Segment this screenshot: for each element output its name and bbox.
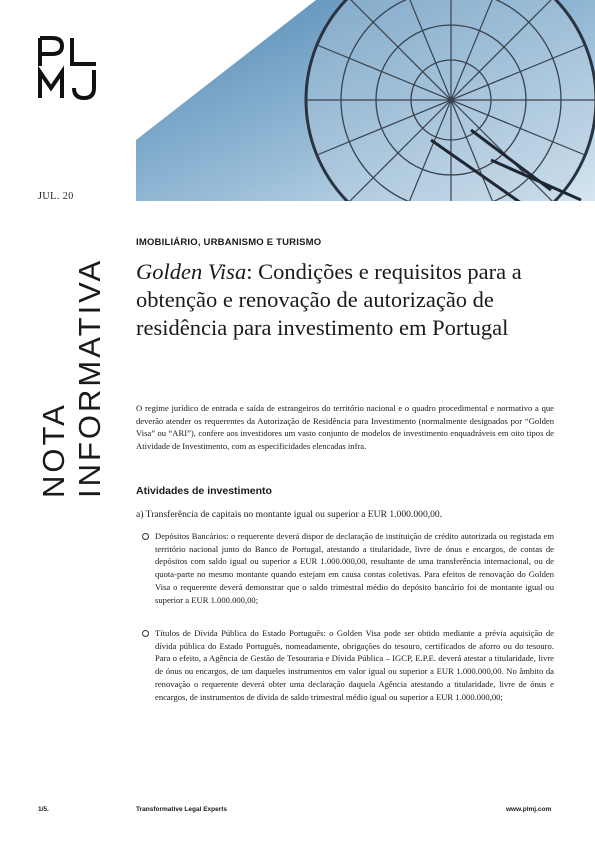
hero-image [136, 0, 595, 201]
footer-tagline: Transformative Legal Experts [136, 806, 228, 813]
item-lead: Títulos de Dívida Pública do Estado Português [155, 628, 324, 638]
subheading: a) Transferência de capitais no montante igual ou superior a EUR 1.000.000,00. [136, 509, 443, 520]
vertical-title [36, 218, 108, 498]
list-item [142, 627, 554, 703]
vertical-title-line1: NOTA [36, 402, 71, 498]
vertical-title-line2: INFORMATIVA [72, 257, 107, 498]
list-item [142, 530, 554, 606]
section-heading: Atividades de investimento [136, 485, 272, 497]
item-text: : o Golden Visa pode ser obtido mediante a prévia aquisição de dívida pública do Estado Português, nomeadamente, obrigações do tesouro, certificados de aforro ou do tesouro. Para o efeito, a Agência de Gestão de Tesouraria e Dívida Pública – IGCP, E.P.E. deverá atestar a titularidade, livre de ónus ou encargos, de um daqueles instrumentos em valor igual ou superior a EUR 1.000.000,00. No âmbito da renovação o requerente deverá obter uma declaração daquela Agência atestando a titularidade, livre de ónus e encargos, de instrumentos de dívida de saldo trimestral médio igual ou superior a EUR 1.000.000,00; [155, 628, 554, 702]
document-title [136, 258, 566, 342]
bullet-icon [142, 630, 149, 637]
title-italic: Golden Visa [136, 259, 247, 284]
bullet-icon [142, 533, 149, 540]
page-number: 1/5. [38, 806, 49, 813]
item-text: : o requerente deverá dispor de declaração de instituição de crédito autorizada ou registada em território nacional junto do Banco de Portugal, atestando a titularidade, livre de ónus e encargos, de contas de depósitos com saldo igual ou superior a EUR 1.000.000,00, resultante de uma transferência internacional, ou de quota-parte no mesmo montante quando estejam em causa contas coletivas. Para efeitos de renovação do Golden Visa o requerente deverá demonstrar que o saldo trimestral médio do depósito bancário foi de montante igual ou superior a EUR 1.000.000,00; [155, 531, 555, 605]
plmj-logo [38, 36, 100, 100]
section-label: IMOBILIÁRIO, URBANISMO E TURISMO [136, 237, 322, 248]
title-rest: : Condições e requisitos para a obtenção e renovação de autorização de residência para investimento em Portugal [136, 259, 522, 340]
item-lead: Depósitos Bancários [155, 531, 227, 541]
issue-date: JUL. 20 [38, 191, 74, 202]
intro-paragraph: O regime jurídico de entrada e saída de estrangeiros do território nacional e o quadro procedimental e normativo a que deverão atender os requerentes da Autorização de Residência para Investimento (normalmente designados por “Golden Visa” ou “ARI”), confere aos investidores um vasto conjunto de modelos de investimento enquadráveis em oito tipos de Atividade de Investimento, com as especificidades elencadas infra. [136, 403, 554, 452]
footer-website-link[interactable]: www.plmj.com [506, 806, 552, 813]
